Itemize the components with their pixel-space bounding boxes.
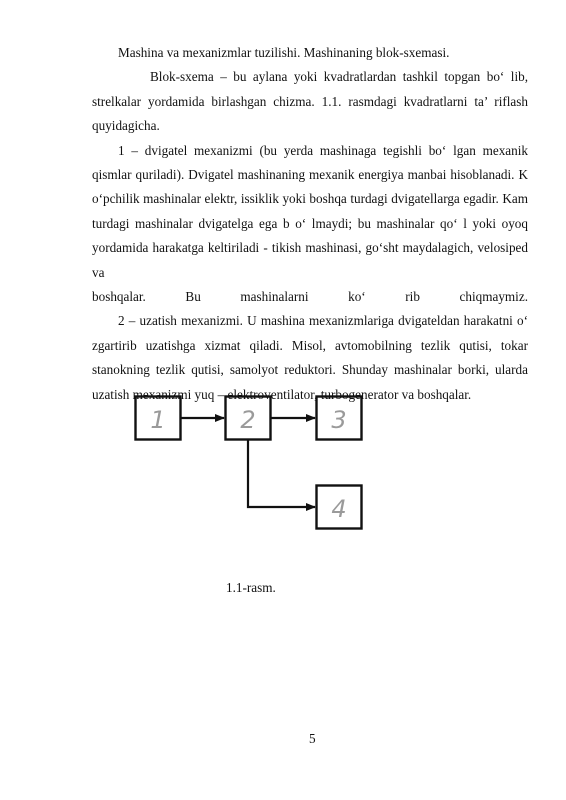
paragraph-dvigatel-end: boshqalar. Bu mashinalarni ko‘ rib chiqmaymiz.	[92, 289, 528, 305]
block-2-label: 2	[240, 406, 256, 434]
block-1-label: 1	[150, 406, 166, 434]
paragraph-uzatish: 2 – uzatish mexanizmi. U mashina mexanizmlariga dvigateldan harakatni o‘ zgartirib uzatishga xizmat qiladi. Misol, avtomobilning tezlik qutisi, tokar stanokning tezlik qutisi, samolyot reduktori. Shunday mashinalar borki, ularda uzatish mexanizmi yuq – elektroventilator, turbogenerator va boshqalar.	[92, 313, 528, 402]
block-4-label: 4	[331, 495, 347, 523]
arrow-2-to-4	[248, 440, 315, 507]
section-heading: Mashina va mexanizmlar tuzilishi. Mashinaning blok-sxemasi.	[118, 45, 450, 60]
body-text	[92, 41, 528, 407]
block-diagram	[134, 392, 370, 530]
paragraph-blok-sxema: Blok-sxema – bu aylana yoki kvadratlardan tashkil topgan bo‘ lib, strelkalar yordamida birlashgan chizma. 1.1. rasmdagi kvadratlarni ta’ riflash quyidagicha.	[92, 69, 528, 134]
block-3-label: 3	[331, 406, 347, 434]
paragraph-dvigatel: 1 – dvigatel mexanizmi (bu yerda mashinaga tegishli bo‘ lgan mexanik qismlar quriladi). Dvigatel mashinaning mexanik energiya manbai hisoblanadi. K o‘pchilik mashinalar elektr, issiklik yoki boshqa turdagi dvigatellarga egadir. Kam turdagi mashinalar dvigatelga ega b o‘ lmaydi; bu mashinalar qo‘ l yoki oyoq yordamida harakatga keltiriladi - tikish mashinasi, go‘sht maydalagich, velosiped va	[92, 142, 528, 280]
page-number: 5	[309, 731, 316, 746]
figure-caption: 1.1-rasm.	[226, 580, 276, 595]
